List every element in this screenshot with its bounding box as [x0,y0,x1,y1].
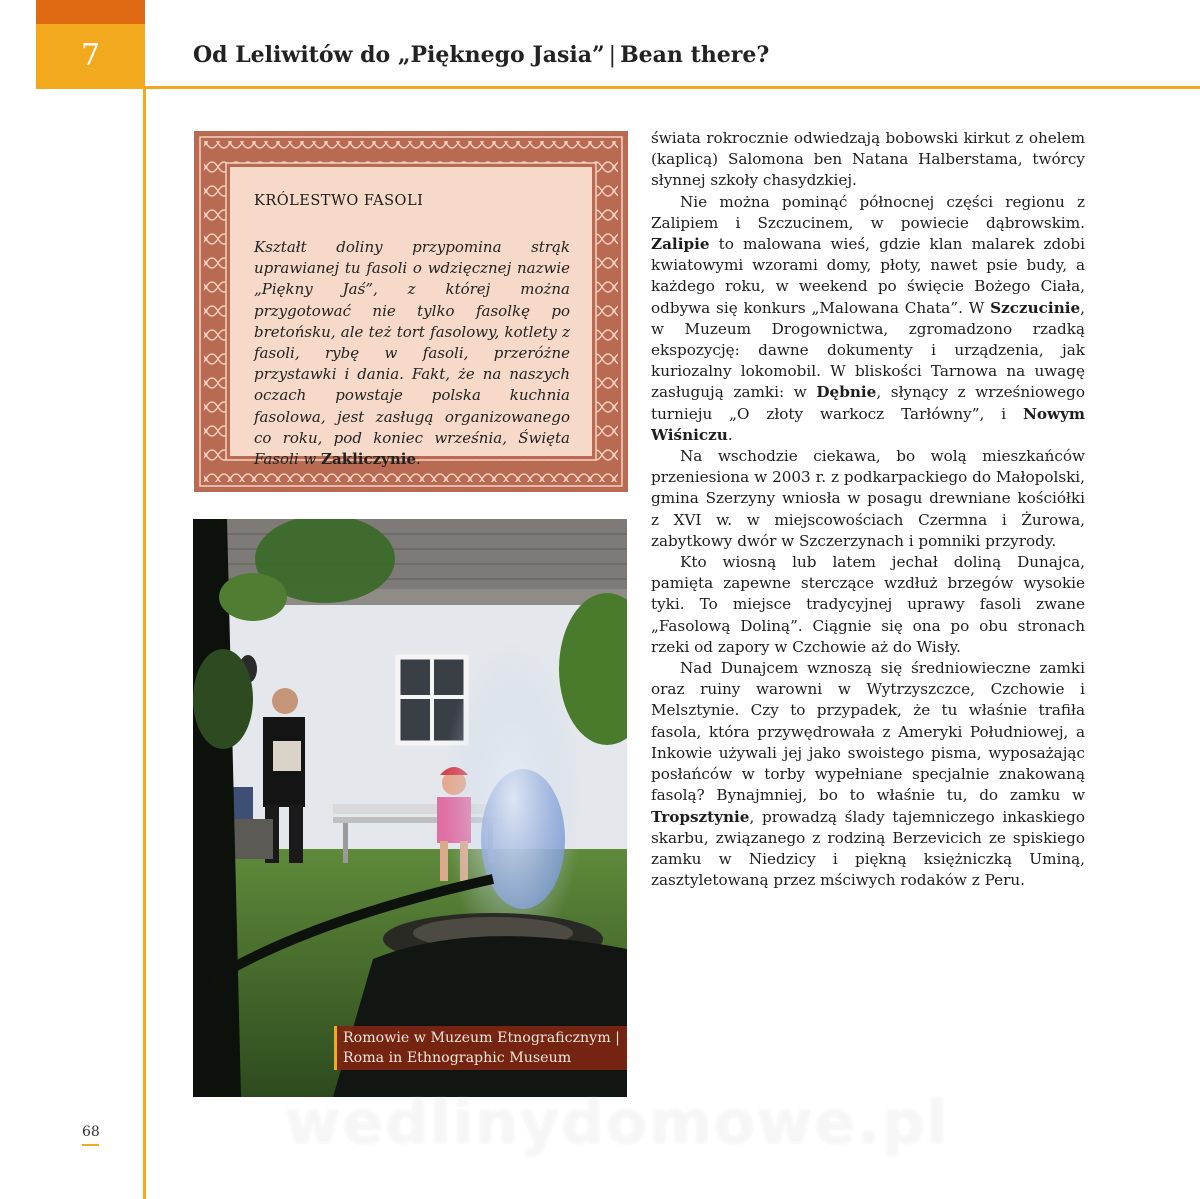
caption-polish: Romowie w Muzeum Etnograficznym | [343,1030,620,1046]
text-run: . [727,425,733,444]
text-run: , słynący z wrześniowego turnieju „O złoty warkocz Tarłówny”, i [651,383,1085,423]
sidebar-inner [230,167,592,469]
page-number-rule [82,1144,99,1146]
chapter-tab-accent [36,0,145,24]
sidebar-text [254,237,570,470]
caption-english: Roma in Ethnographic Museum [343,1050,572,1066]
chapter-number: 7 [36,24,145,86]
text-run: , prowadzą ślady tajemniczego inkaskiego skarbu, związanego z rodziną Berzevicich ze spiskiego zamku w Niedzicy i piękną księżniczką Uminą, zasztyletowaną przez mściwych rodaków z Peru. [651,807,1085,890]
body-paragraph-4: Kto wiosną lub latem jechał doliną Dunajca, pamięta zapewne sterczące wzdłuż brzegów wysokie tyki. To miejsce tradycyjnej uprawy fasoli zwane „Fasolową Doliną”. Ciągnie się ona po obu stronach rzeki od zapory w Czchowie aż do Wisły. [651,553,1085,656]
text-run: Nad Dunajcem wznoszą się średniowieczne zamki oraz ruiny warowni w Wytrzyszczce, Czchowie i Melsztynie. Czy to przypadek, że tu właśnie trafiła fasola, która przywędrowała z Ameryki Południowej, a Inkowie używali jej jako swoistego pisma, wyposażając posłańców w torby wypełniane specjalnie znakowaną fasolą? Bynajmniej, bo to właśnie tu, do zamku w [651,659,1085,805]
text-run: to malowana wieś, gdzie klan malarek zdobi kwiatowymi wzorami domy, płoty, nawet psie budy, a każdego roku, w weekend po święcie Bożego Ciała, odbywa się konkurs „Malowana Chata”. W [651,235,1085,317]
title-polish: Od Leliwitów do „Pięknego Jasia” [193,42,605,68]
place-debnie: Dębnie [816,383,877,402]
page-number: 68 [82,1124,100,1140]
place-szczucinie: Szczucinie [990,298,1081,317]
photo-caption [334,1026,627,1070]
text-run: Nie można pominąć północnej części regionu z Zalipiem i Szczucinem, w powiecie dąbrowskim. [651,192,1085,232]
sidebar-place: Zakliczynie [321,450,417,469]
photo-illustration [193,519,627,1097]
place-nowy-wisnicz: Nowym Wiśniczu [651,404,1085,444]
body-paragraph-1: świata rokrocznie odwiedzają bobowski kirkut z ohelem (kaplicą) Salomona ben Natana Halberstama, twórcy słynnej szkoły chasydzkiej. [651,129,1085,190]
margin-rule [143,86,146,1199]
watermark: wedlinydomowe.pl [285,1088,950,1158]
title-separator: | [608,43,617,68]
photo-roma-museum [193,519,627,1097]
text-run: , w Muzeum Drogownictwa, zgromadzono rzadką ekspozycję: dawne dokumenty i urządzenia, jak kuriozalny lokomobil. W bliskości Tarnowa na uwagę zasługują zamki: w [651,298,1085,402]
sidebar-heading: KRÓLESTWO FASOLI [254,193,424,209]
body-text [651,128,1085,891]
sidebar-paragraph: Kształt doliny przypomina strąk uprawianej tu fasoli o wdzięcznej nazwie „Piękny Jaś”, z której można przygotować nie tylko fasolkę po bretońsku, ale też tort fasolowy, kotlety z fasoli, rybę w fasoli, przeróżne przystawki i dania. Fakt, że na naszych oczach powstaje polska kuchnia fasolowa, jest zasługą organizowanego co roku, pod koniec września, Święta Fasoli w [254,238,570,469]
place-tropsztyn: Tropsztynie [651,807,750,826]
sidebar-end: . [416,450,421,469]
header-rule [36,86,1200,89]
title-english: Bean there? [620,42,770,68]
sidebar-box [194,131,628,492]
page-title [193,42,769,68]
body-paragraph-5 [651,658,1085,891]
body-paragraph-3: Na wschodzie ciekawa, bo wolą mieszkańców przeniesiona w 2003 r. z podkarpackiego do Małopolski, gmina Szerzyny wniosła w posagu drewniane kościółki z XVI w. w miejscowościach Czermna i Żurowa, zabytkowy dwór w Szczerzynach i pomniki przyrody. [651,447,1085,550]
body-paragraph-2 [651,192,1085,446]
place-zalipie: Zalipie [651,235,710,254]
